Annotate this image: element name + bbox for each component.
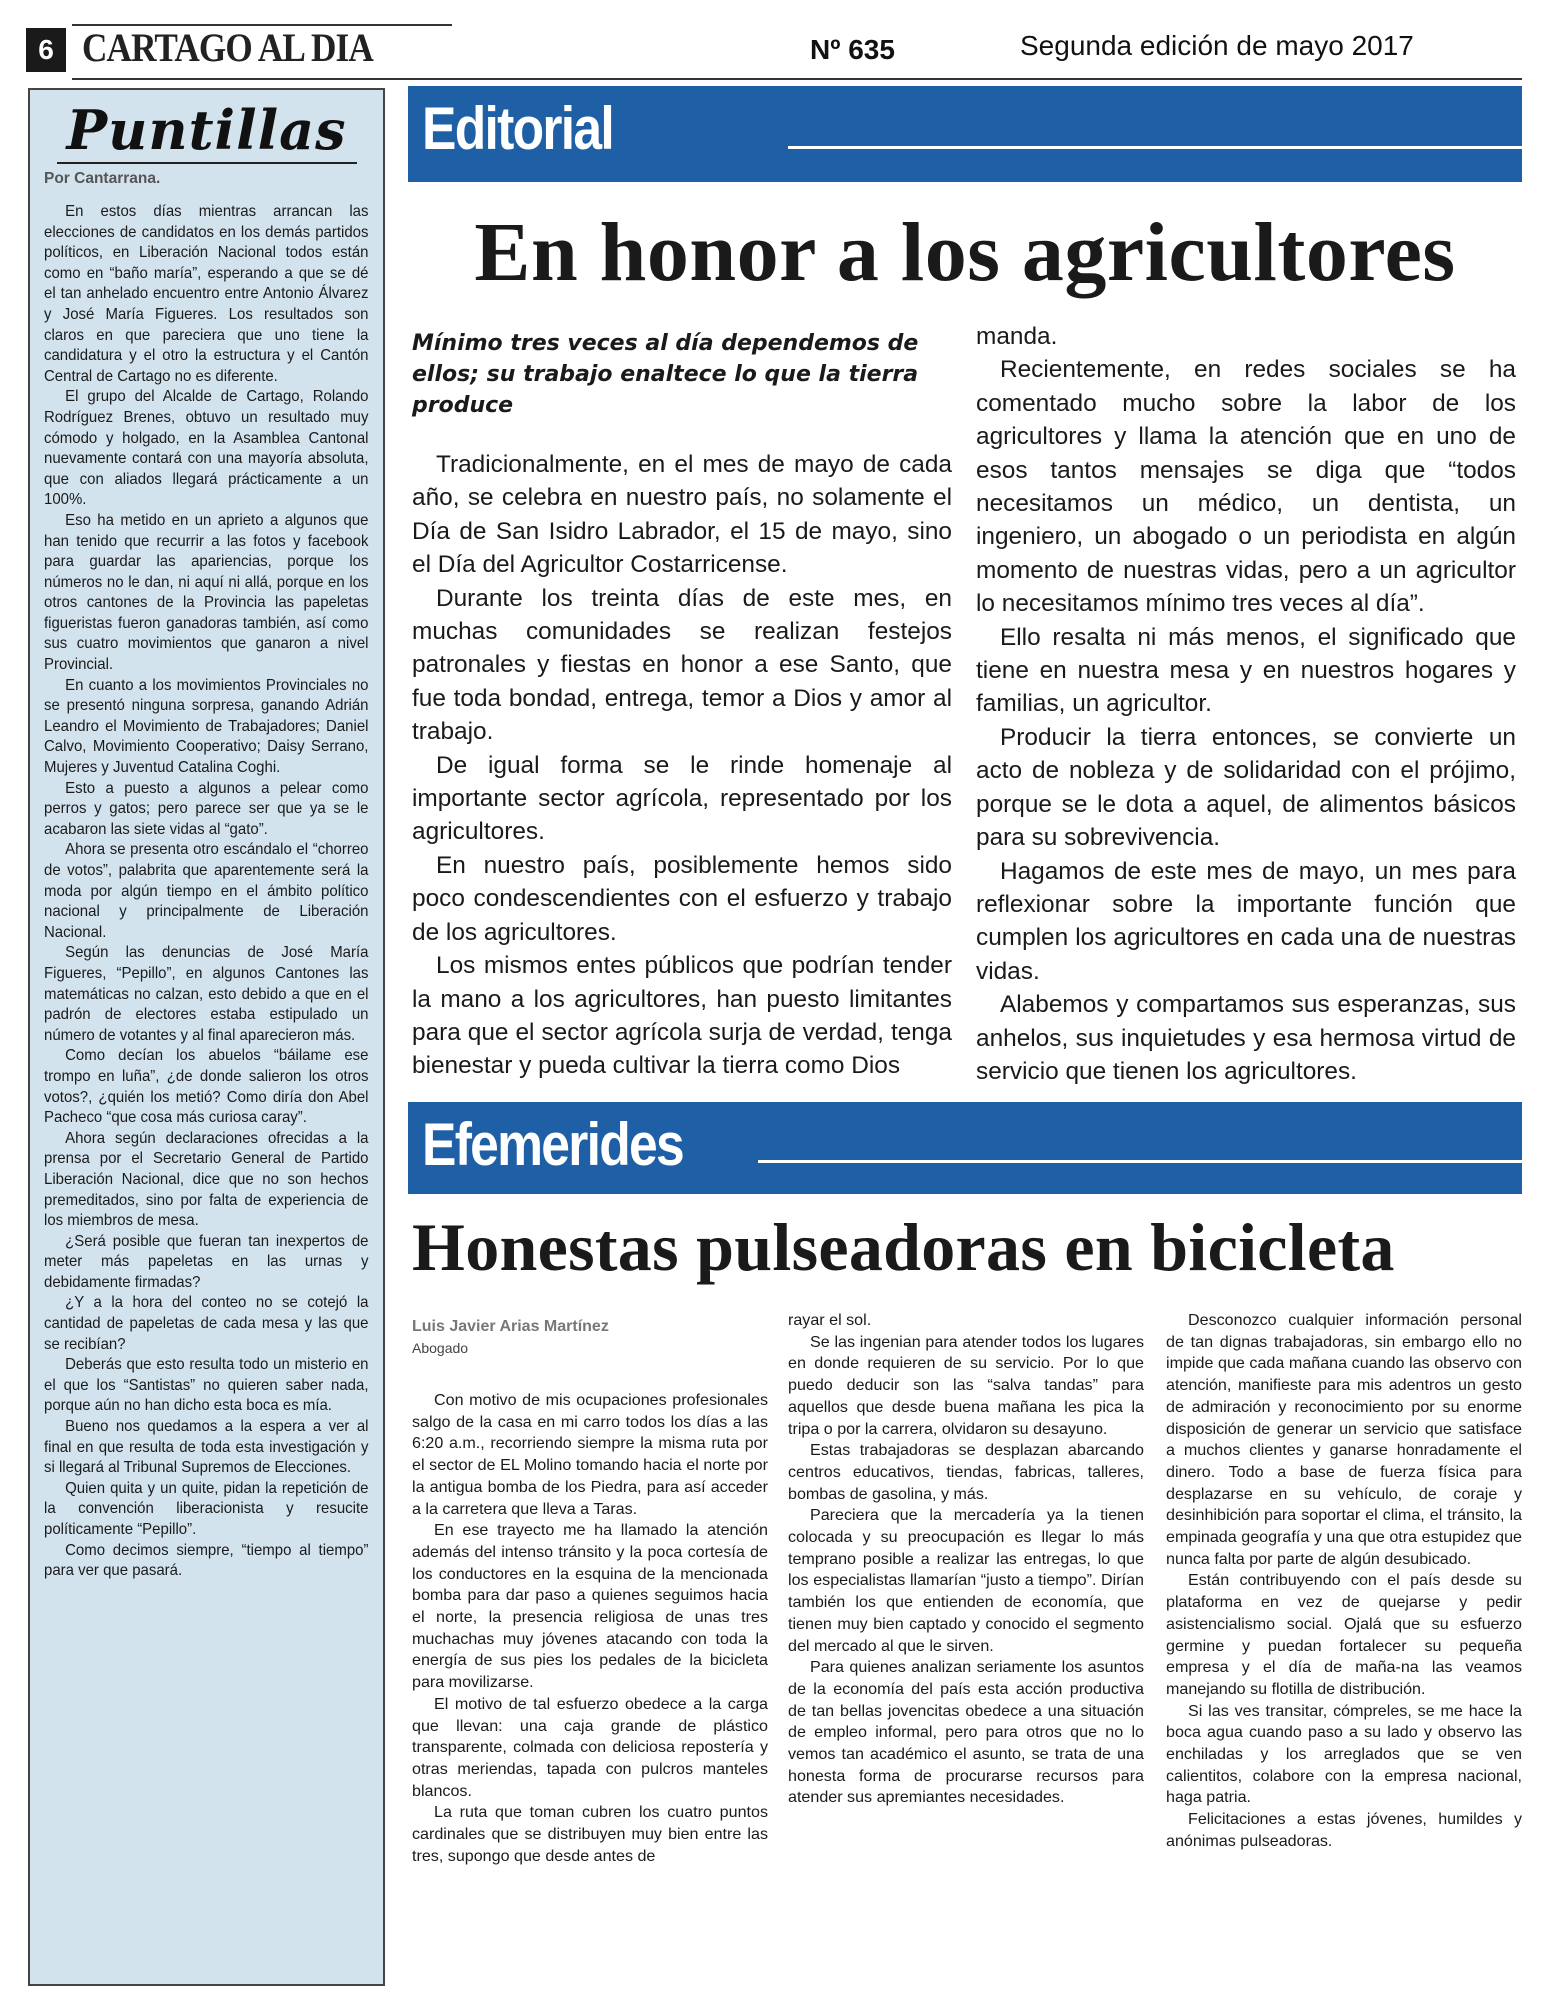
efemerides-column-1	[412, 1390, 768, 1867]
efemerides-paragraph: En ese trayecto me ha llamado la atención además del intenso tránsito y la poca cortesía de los conductores en la esquina de la mencionada bomba para dar paso a quienes seguimos hacia el norte, la presencia religiosa de unas tres muchachas muy jóvenes atacando con toda la energía de sus pies los pedales de la bicicleta para movilizarse.	[412, 1521, 768, 1692]
efemerides-bar-rule	[758, 1160, 1522, 1163]
efemerides-paragraph: Con motivo de mis ocupaciones profesionales salgo de la casa en mi carro todos los días a las 6:20 a.m., recorriendo siempre la misma ruta por el sector de EL Molino tomando hacia el norte por la antigua bomba de los Piedra, para así acceder a la carretera que lleva a Taras.	[412, 1391, 768, 1518]
masthead-logo: CARTAGO AL DIA	[82, 25, 373, 70]
sidebar-byline: Por Cantarrana.	[44, 170, 161, 187]
sidebar-body	[44, 202, 369, 1582]
editorial-bar-rule	[788, 146, 1522, 149]
efemerides-paragraph: Pareciera que la mercadería ya la tienen colocada y su preocupación es llegar lo más temprano posible a realizar las entregas, lo que los especialistas llamarían “justo a tiempo”. Dirían también los que entienden de economía, que tienen muy bien captado y conocido el segmento del mercado al que le sirven.	[788, 1506, 1144, 1655]
sidebar-paragraph: Ahora se presenta otro escándalo el “chorreo de votos”, palabrita que aparentemente será la moda por algún tiempo en el ámbito político nacional y principalmente de Liberación Nacional.	[44, 841, 369, 941]
sidebar-title: Puntillas	[66, 98, 347, 162]
editorial-column-left	[412, 448, 952, 1083]
editorial-paragraph: Producir la tierra entonces, se convierte un acto de nobleza y de solidaridad con el prójimo, porque se le dota a aquel, de alimentos básicos para su sobrevivencia.	[976, 723, 1516, 852]
sidebar-paragraph: El grupo del Alcalde de Cartago, Rolando Rodríguez Brenes, obtuvo un resultado muy cómodo y holgado, en la Asamblea Cantonal nuevamente contará con una mayoría absoluta, que con aliados llegará prácticamente a un 100%.	[44, 388, 369, 509]
editorial-continuation: manda.	[976, 323, 1058, 350]
author-role: Abogado	[412, 1340, 469, 1356]
header-divider	[72, 78, 1522, 80]
sidebar-paragraph: ¿Será posible que fueran tan inexpertos de meter más papeletas en las urnas y debidamente firmadas?	[44, 1232, 369, 1291]
editorial-paragraph: Recientemente, en redes sociales se ha comentado mucho sobre la labor de los agricultores y llama la atención que en uno de esos tantos mensajes se diga que “todos necesitamos un médico, un dentista, un ingeniero, un abogado o un periodista en algún momento de nuestras vidas, pero a un agricultor lo necesitamos mínimo tres veces al día”.	[976, 356, 1516, 618]
efemerides-column-2	[788, 1310, 1144, 1809]
editorial-headline: En honor a los agricultores	[474, 206, 1456, 299]
efemerides-paragraph: Para quienes analizan seriamente los asuntos de la economía del país esta acción productiva de tan bellas jovencitas obedece a una situación de empleo informal, pero para otros que no lo vemos tan académico el asunto, se trata de una honesta forma de procurarse recursos para atender sus apremiantes necesidades.	[788, 1658, 1144, 1807]
efemerides-paragraph: Estas trabajadoras se desplazan abarcando centros educativos, tiendas, fabricas, talleres, bombas de gasolina, y más.	[788, 1441, 1144, 1503]
efemerides-paragraph: El motivo de tal esfuerzo obedece a la carga que llevan: una caja grande de plástico transparente, colmada con deliciosa repostería y otras meriendas, tapada con pulcros manteles blancos.	[412, 1694, 768, 1800]
editorial-paragraph: Durante los treinta días de este mes, en muchas comunidades se realizan festejos patronales y fiestas en honor a ese Santo, que fue toda bondad, entrega, temor a Dios y amor al trabajo.	[412, 584, 952, 746]
editorial-section-label: Editorial	[422, 95, 613, 162]
efemerides-paragraph: Felicitaciones a estas jóvenes, humildes y anónimas pulseadoras.	[1166, 1810, 1522, 1850]
sidebar-paragraph: En cuanto a los movimientos Provinciales no se presentó ninguna sorpresa, ganando Adrián Leandro el Movimiento de Trabajadores; Daniel Calvo, Movimiento Cooperativo; Daisy Serrano, Mujeres y Juventud Catalina Coghi.	[44, 676, 369, 777]
issue-number: Nº 635	[810, 34, 895, 65]
editorial-paragraph: Los mismos entes públicos que podrían tender la mano a los agricultores, han puesto limitantes para que el sector agrícola surja de verdad, tenga bienestar y pueda cultivar la tierra como Dios	[412, 952, 952, 1080]
edition-date: Segunda edición de mayo 2017	[1020, 30, 1414, 61]
editorial-paragraph: Hagamos de este mes de mayo, un mes para reflexionar sobre la importante función que cumplen los agricultores en cada una de nuestras vidas.	[976, 857, 1516, 985]
sidebar-paragraph: Quien quita y un quite, pidan la repetición de la convención liberacionista y resucite políticamente “Pepillo”.	[44, 1479, 369, 1538]
editorial-paragraph: Alabemos y compartamos sus esperanzas, sus anhelos, sus inquietudes y esa hermosa virtud de servicio que tienen los agricultores.	[976, 991, 1516, 1085]
article-author: Luis Javier Arias Martínez	[412, 1318, 609, 1335]
efemerides-paragraph: Se las ingenian para atender todos los lugares en donde requieren de su servicio. Por lo que puedo deducir son las “salva tandas” para aquellos que desde buena mañana les pica la tripa o por la carrera, olvidaron su desayuno.	[788, 1332, 1144, 1438]
editorial-column-right	[976, 320, 1516, 1088]
efemerides-paragraph: Si las ves transitar, cómpreles, se me hace la boca agua cuando paso a su lado y observo las enchiladas y los arreglados que se ven calientitos, colabore con la empresa nacional, haga patria.	[1166, 1701, 1522, 1807]
page-number: 6	[26, 28, 66, 72]
sidebar-paragraph: Bueno nos quedamos a la espera a ver al final en que resulta de toda esta investigación y si llegará al Tribunal Supremos de Elecciones.	[44, 1418, 369, 1477]
sidebar-title-rule	[57, 162, 357, 164]
editorial-paragraph: Tradicionalmente, en el mes de mayo de cada año, se celebra en nuestro país, no solamente el Día de San Isidro Labrador, el 15 de mayo, sino el Día del Agricultor Costarricense.	[412, 451, 952, 579]
efemerides-column-3	[1166, 1310, 1522, 1853]
sidebar-paragraph: ¿Y a la hora del conteo no se cotejó la cantidad de papeletas de cada mesa y las que se recibían?	[44, 1294, 369, 1353]
efemerides-section-bar	[408, 1102, 1522, 1194]
efemerides-headline: Honestas pulseadoras en bicicleta	[412, 1209, 1395, 1285]
editorial-paragraph: En nuestro país, posiblemente hemos sido poco condescendientes con el esfuerzo y trabajo de los agricultores.	[412, 851, 952, 946]
editorial-paragraph: De igual forma se le rinde homenaje al importante sector agrícola, representado por los agricultores.	[412, 751, 952, 846]
editorial-lead: Mínimo tres veces al día dependemos de ellos; su trabajo enaltece lo que la tierra produce	[412, 331, 919, 418]
efemerides-continuation: rayar el sol.	[788, 1311, 872, 1329]
editorial-paragraph: Ello resalta ni más menos, el significado que tiene en nuestra mesa y en nuestros hogares y familias, un agricultor.	[976, 623, 1516, 718]
sidebar-paragraph: Como decían los abuelos “báilame ese trompo en luña”, ¿de donde salieron los otros votos?, ¿quién los metió? Como diría don Abel Pacheco “que cosa más curiosa caray”.	[44, 1047, 369, 1127]
sidebar-paragraph: Como decimos siempre, “tiempo al tiempo” para ver que pasará.	[44, 1541, 369, 1580]
editorial-section-bar	[408, 86, 1522, 182]
efemerides-paragraph: Desconozco cualquier información personal de tan dignas trabajadoras, sin embargo ello no impide que cada mañana cuando las observo con atención, manifieste para mis adentros un gesto de admiración y reconocimiento por su enorme disposición de generar un servicio que satisface a muchos clientes y ganarse honradamente el dinero. Todo a base de fuerza física para desplazarse en su vehículo, de coraje y desinhibición para soportar el clima, el tránsito, la empinada geografía y una que otra estupidez que nunca falta por parte de algún desubicado.	[1166, 1311, 1522, 1568]
sidebar-paragraph: Según las denuncias de José María Figueres, “Pepillo”, en algunos Cantones las matemáticas no calzan, esto debido a que en el padrón de electores estaba estipulado un número de votantes y al final aparecieron más.	[44, 944, 369, 1044]
efemerides-paragraph: Están contribuyendo con el país desde su plataforma en vez de quejarse y pedir asistencialismo social. Ojalá que su esfuerzo germine y puedan fortalecer su pequeña empresa y el día de maña-na las veamos manejando su flotilla de distribución.	[1166, 1571, 1522, 1698]
efemerides-section-label: Efemerides	[422, 1111, 684, 1178]
sidebar-paragraph: Ahora según declaraciones ofrecidas a la prensa por el Secretario General de Partido Liberación Nacional, dice que no son hechos premeditados, sino por falta de experiencia de los miembros de mesa.	[44, 1129, 369, 1230]
puntillas-sidebar	[28, 88, 385, 1986]
efemerides-paragraph: La ruta que toman cubren los cuatro puntos cardinales que se distribuyen muy bien entre las tres, supongo que desde antes de	[412, 1803, 768, 1865]
sidebar-paragraph: Esto a puesto a algunos a pelear como perros y gatos; pero parece ser que ya se le acabaron las siete vidas al “gato”.	[44, 779, 369, 838]
sidebar-paragraph: Deberás que esto resulta todo un misterio en el que los “Santistas” no quieren saber nada, porque aún no han dicho esta boca es mía.	[44, 1356, 369, 1415]
sidebar-paragraph: Eso ha metido en un aprieto a algunos que han tenido que recurrir a las fotos y facebook para guardar las apariencias, porque los números no le dan, ni aquí ni allá, porque en los otros cantones de la Provincia las papeletas figueristas fueron ganadoras también, así como sus cuatro movimientos que ganaron a nivel Provincial.	[44, 511, 369, 674]
sidebar-paragraph: En estos días mientras arrancan las elecciones de candidatos en los demás partidos políticos, en Liberación Nacional todos están como en “baño maría”, esperando a que se dé el tan anhelado encuentro entre Antonio Álvarez y José María Figueres. Los resultados son claros en que pareciera que uno tiene la candidatura y el otro la estructura y el Cantón Central de Cartago no es diferente.	[44, 203, 369, 385]
